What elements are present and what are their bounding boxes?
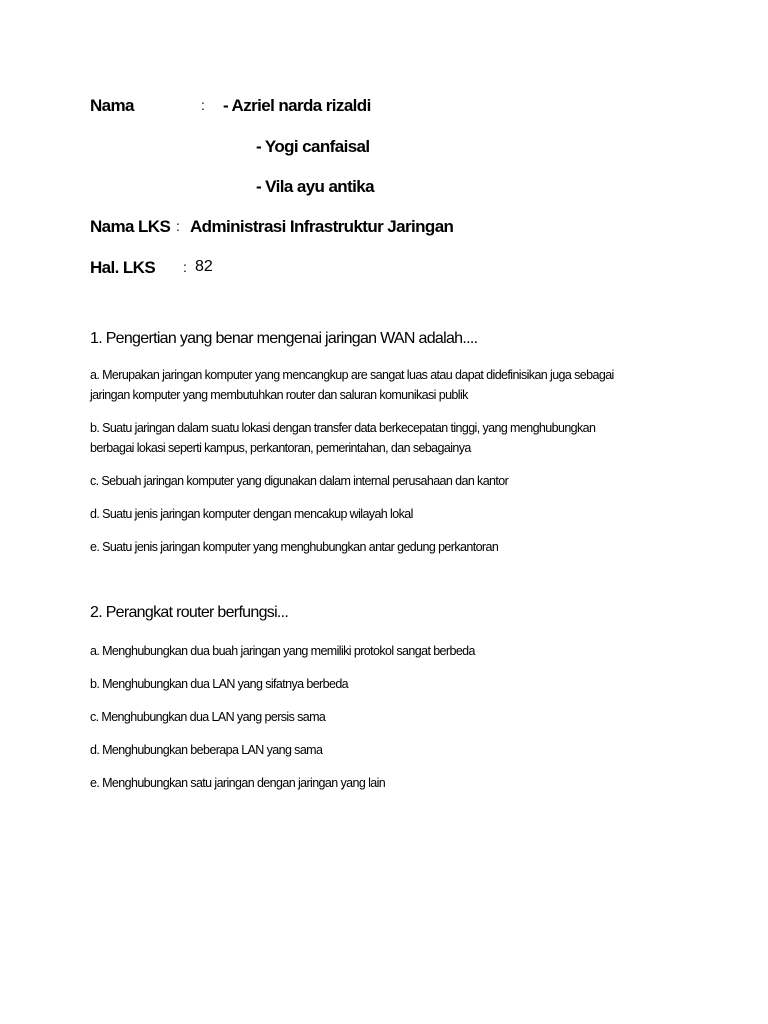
option-line: berbagai lokasi seperti kampus, perkantoran, pemerintahan, dan sebagainya	[90, 441, 471, 455]
option-line: a. Merupakan jaringan komputer yang mencangkup are sangat luas atau dapat didefinisikan juga sebagai	[90, 368, 614, 382]
nama-lks-label: Nama LKS	[90, 217, 171, 236]
question-1-option-e	[90, 537, 680, 557]
option-line: d. Suatu jenis jaringan komputer dengan mencakup wilayah lokal	[90, 507, 413, 521]
member-1: - Azriel narda rizaldi	[223, 96, 371, 115]
question-2-option-e	[90, 773, 680, 793]
hal-lks-label: Hal. LKS	[90, 258, 156, 277]
option-line: e. Suatu jenis jaringan komputer yang menghubungkan antar gedung perkantoran	[90, 540, 499, 554]
hal-lks-colon: :	[183, 259, 187, 275]
option-line: b. Menghubungkan dua LAN yang sifatnya berbeda	[90, 677, 349, 691]
hal-lks-value: 82	[195, 258, 213, 275]
option-line: e. Menghubungkan satu jaringan dengan jaringan yang lain	[90, 776, 386, 790]
nama-lks-colon: :	[176, 218, 180, 234]
question-1-option-d	[90, 504, 680, 524]
option-line: c. Sebuah jaringan komputer yang digunakan dalam internal perusahaan dan kantor	[90, 474, 509, 488]
question-1-option-b	[90, 418, 680, 458]
question-2-option-b	[90, 674, 680, 694]
question-1-title: 1. Pengertian yang benar mengenai jaringan WAN adalah....	[90, 330, 478, 347]
question-1-option-c	[90, 471, 680, 491]
question-2-option-d	[90, 740, 680, 760]
nama-lks-value: Administrasi Infrastruktur Jaringan	[190, 217, 454, 236]
option-line: b. Suatu jaringan dalam suatu lokasi dengan transfer data berkecepatan tinggi, yang menghubungkan	[90, 421, 596, 435]
option-line: a. Menghubungkan dua buah jaringan yang memiliki protokol sangat berbeda	[90, 644, 475, 658]
nama-label: Nama	[90, 96, 134, 115]
option-line: c. Menghubungkan dua LAN yang persis sama	[90, 710, 326, 724]
question-1-option-a	[90, 365, 680, 405]
option-line: d. Menghubungkan beberapa LAN yang sama	[90, 743, 323, 757]
question-2-option-a	[90, 641, 680, 661]
nama-colon: :	[201, 97, 205, 113]
question-2-option-c	[90, 707, 680, 727]
question-2-title: 2. Perangkat router berfungsi...	[90, 604, 289, 621]
option-line: jaringan komputer yang membutuhkan router dan saluran komunikasi publik	[90, 388, 468, 402]
member-3: - Vila ayu antika	[256, 177, 374, 196]
member-2: - Yogi canfaisal	[256, 137, 370, 156]
